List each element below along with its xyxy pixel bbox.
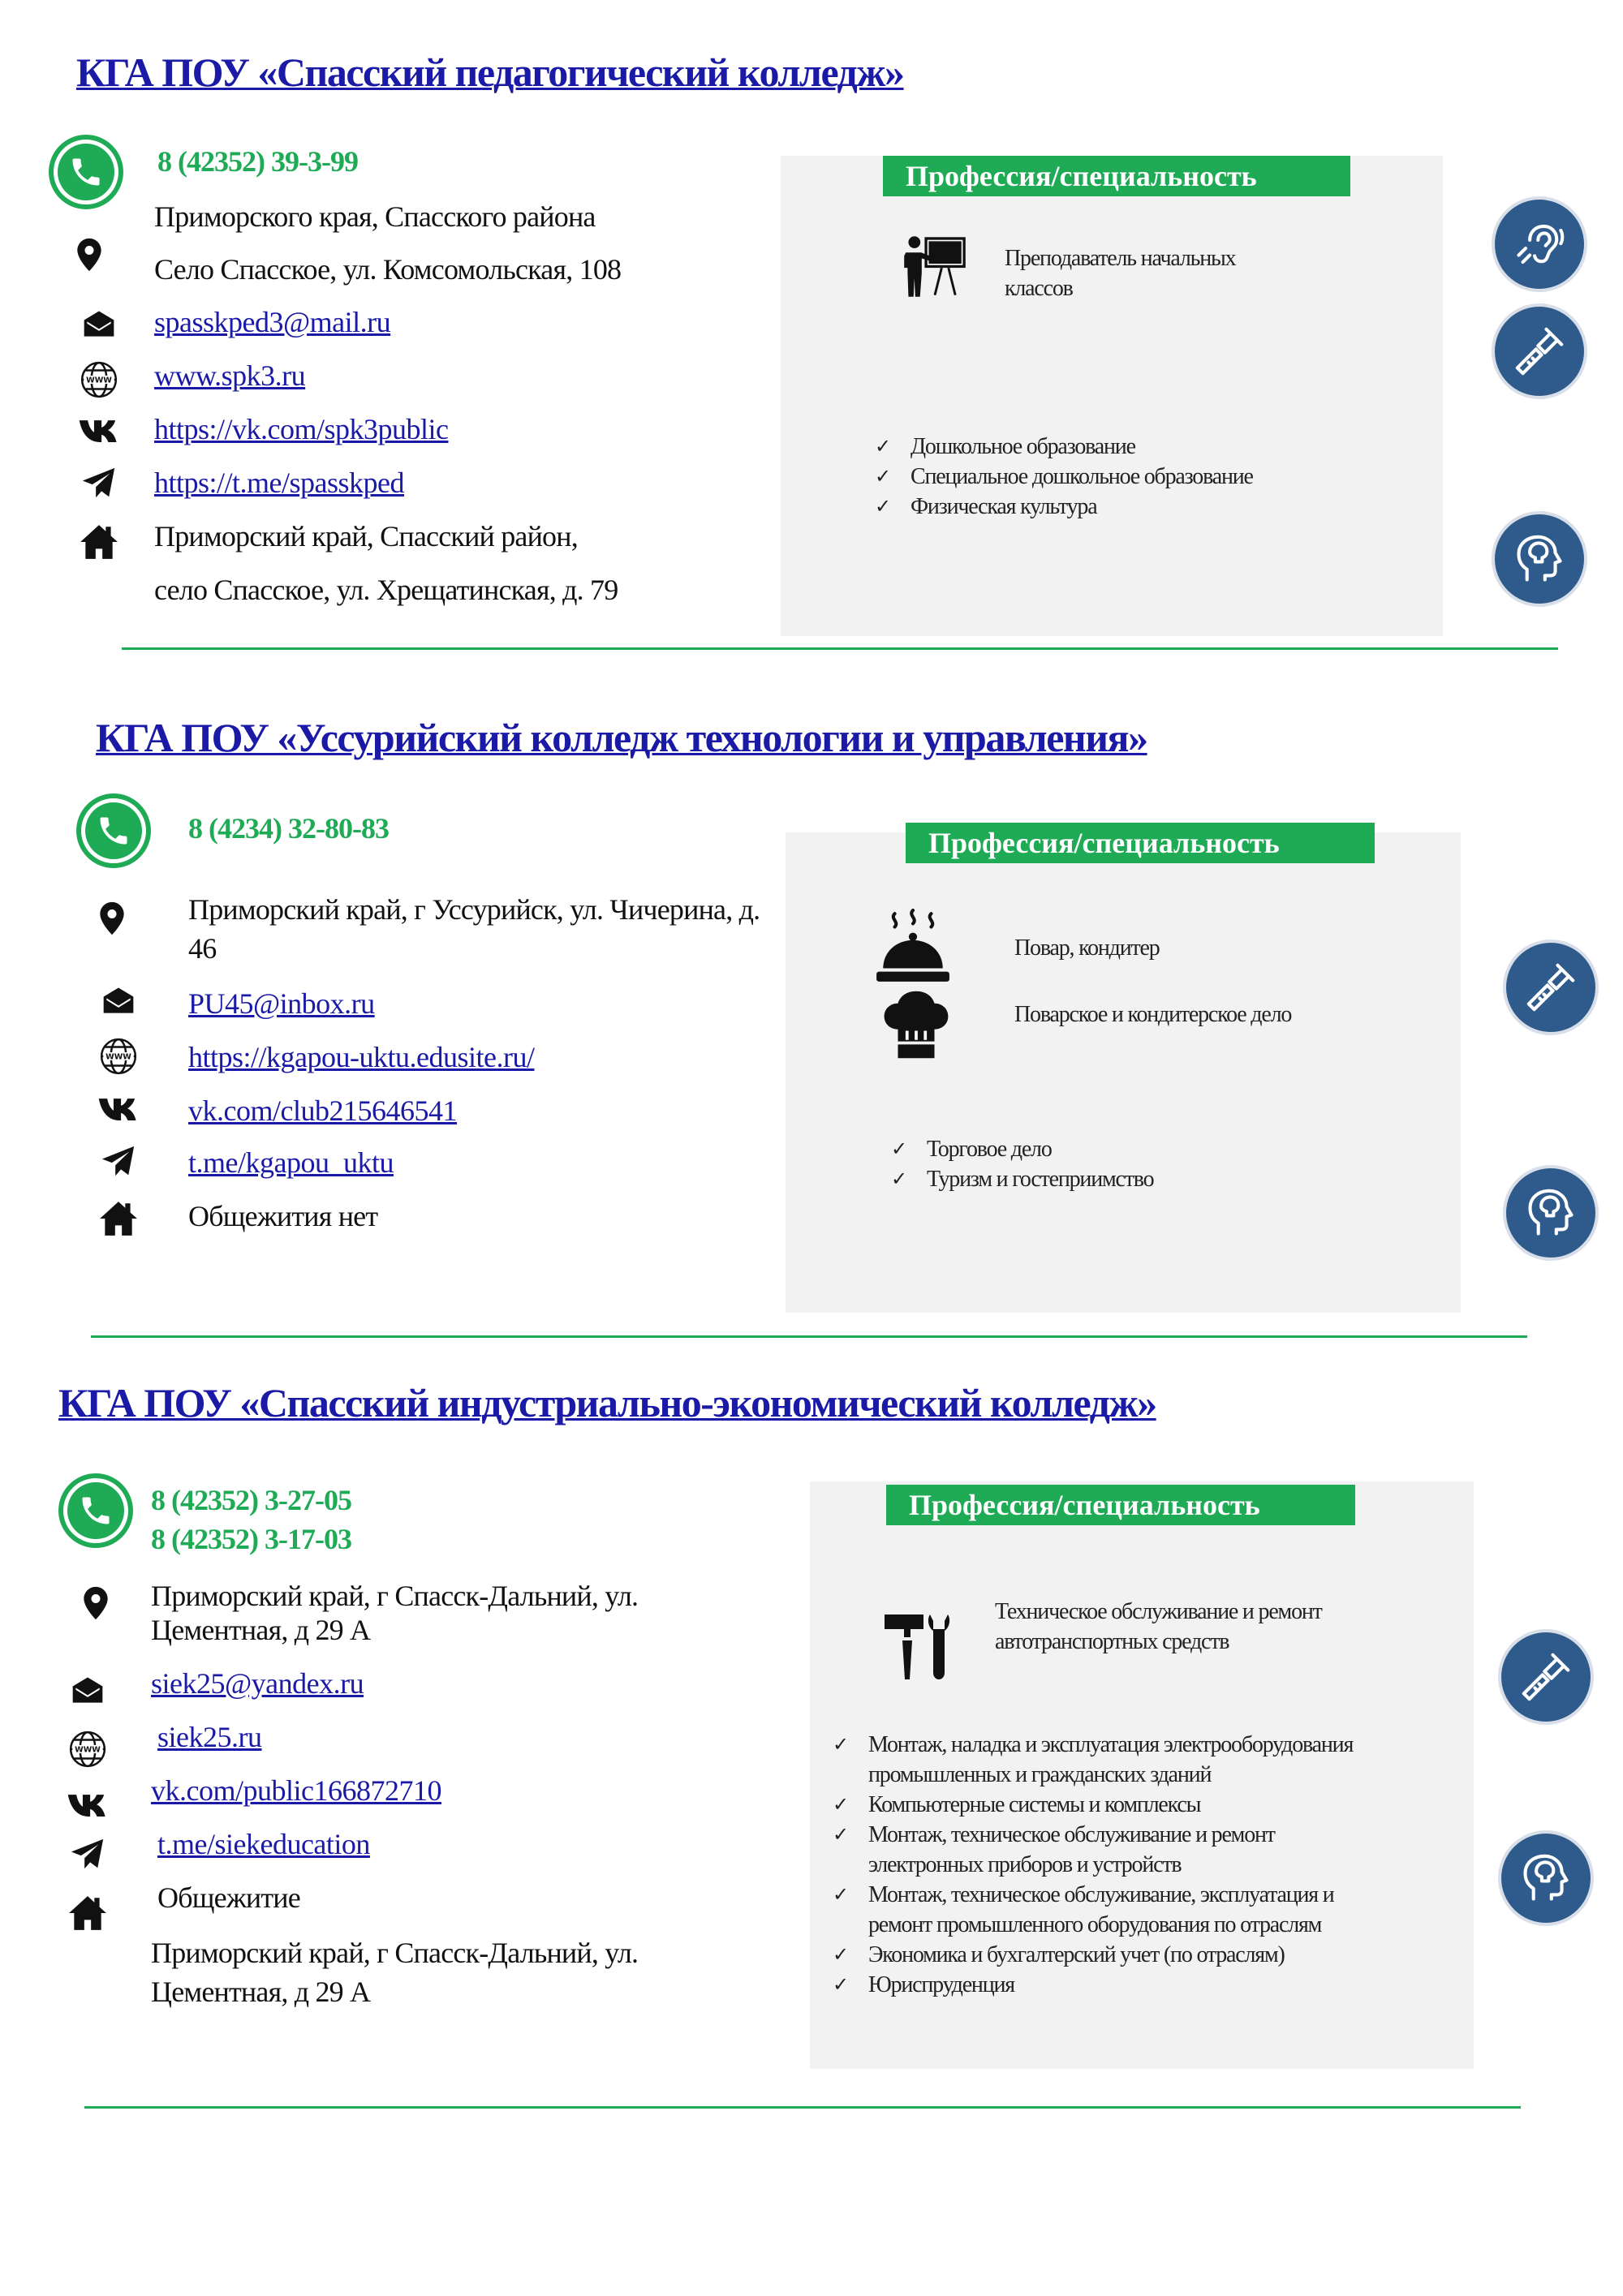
specialty-item: ✓ Дошкольное образование	[875, 432, 1253, 462]
website-link[interactable]: www.spk3.ru	[154, 359, 306, 392]
profession-label	[995, 1597, 1322, 1657]
chef-hat-icon	[880, 988, 953, 1065]
college-title[interactable]: КГА ПОУ «Уссурийский колледж технологии и управления»	[96, 715, 1147, 760]
telegram-icon	[65, 1832, 110, 1877]
phone-number[interactable]: 8 (42352) 39-3-99	[157, 145, 358, 178]
crutch-icon	[1512, 324, 1567, 379]
globe-icon	[96, 1034, 141, 1079]
address-line: Цементная, д 29 А	[151, 1614, 371, 1646]
specialty-list	[875, 432, 1253, 522]
dormitory-text: Цементная, д 29 А	[151, 1976, 371, 2008]
panel-title: Профессия/специальность	[906, 823, 1375, 863]
cognitive-accessibility-badge	[1498, 1830, 1594, 1926]
dormitory-text: Приморский край, Спасский район,	[154, 520, 578, 553]
globe-icon	[76, 357, 122, 402]
profession-label-line: классов	[1005, 276, 1073, 301]
vk-icon	[76, 409, 122, 454]
website-link[interactable]: https://kgapou-uktu.edusite.ru/	[188, 1041, 535, 1073]
website-link[interactable]: siek25.ru	[157, 1721, 262, 1753]
dormitory-text: Общежития нет	[188, 1200, 378, 1232]
professions-panel	[781, 156, 1443, 636]
specialty-item: ✓ Монтаж, техническое обслуживание, эксплуатация и ремонт промышленного оборудования по отраслям	[833, 1880, 1384, 1940]
tools-icon	[881, 1608, 959, 1690]
vk-icon	[65, 1783, 110, 1829]
dormitory-text: село Спасское, ул. Хрещатинская, д. 79	[154, 574, 618, 606]
dormitory-icon	[96, 1196, 141, 1241]
section-divider	[91, 1335, 1527, 1338]
cognitive-accessibility-badge	[1503, 1165, 1599, 1261]
specialty-item: ✓ Монтаж, наладка и эксплуатация электрооборудования промышленных и гражданских зданий	[833, 1730, 1384, 1790]
specialty-item: ✓ Монтаж, техническое обслуживание и ремонт электронных приборов и устройств	[833, 1820, 1384, 1880]
phone-number[interactable]: 8 (42352) 3-17-03	[151, 1523, 351, 1555]
vk-link[interactable]: vk.com/public166872710	[151, 1774, 441, 1807]
address-line: Село Спасское, ул. Комсомольская, 108	[154, 253, 622, 286]
address-line: Приморский край, г Спасск-Дальний, ул.	[151, 1580, 639, 1612]
phone-number[interactable]: 8 (42352) 3-27-05	[151, 1484, 351, 1516]
professions-panel	[786, 832, 1461, 1313]
panel-title: Профессия/специальность	[883, 156, 1350, 196]
head-icon	[1518, 1851, 1573, 1906]
email-icon	[96, 978, 141, 1024]
specialty-item: ✓ Юриспруденция	[833, 1970, 1384, 2000]
vk-link[interactable]: https://vk.com/spk3public	[154, 413, 449, 445]
profession-label	[1005, 243, 1235, 303]
vk-icon	[96, 1087, 141, 1133]
email-link[interactable]: PU45@inbox.ru	[188, 987, 375, 1020]
address-line: Приморский край, г Уссурийск, ул. Чичерина, д.	[188, 893, 760, 926]
hearing-accessibility-badge	[1492, 196, 1587, 292]
section-divider	[84, 2106, 1521, 2109]
location-pin-icon	[89, 896, 135, 941]
mobility-accessibility-badge	[1498, 1629, 1594, 1725]
profession-label: Поварское и кондитерское дело	[1014, 1002, 1292, 1027]
address-line: 46	[188, 932, 217, 965]
cognitive-accessibility-badge	[1492, 511, 1587, 607]
mobility-accessibility-badge	[1492, 303, 1587, 399]
telegram-icon	[96, 1139, 141, 1185]
telegram-link[interactable]: https://t.me/spasskped	[154, 467, 404, 499]
globe-icon	[65, 1726, 110, 1772]
address-line: Приморского края, Спасского района	[154, 200, 596, 233]
college-title[interactable]: КГА ПОУ «Спасский педагогический колледж»	[76, 49, 904, 95]
email-link[interactable]: spasskped3@mail.ru	[154, 306, 391, 338]
teacher-icon	[901, 232, 969, 304]
college-title[interactable]: КГА ПОУ «Спасский индустриально-экономический колледж»	[58, 1380, 1156, 1425]
specialty-item: ✓ Туризм и гостеприимство	[891, 1164, 1153, 1194]
email-icon	[76, 302, 122, 347]
phone-icon	[76, 793, 151, 868]
profession-label-line: Преподаватель начальных	[1005, 246, 1236, 271]
profession-label-line: Техническое обслуживание и ремонт	[995, 1599, 1322, 1624]
dormitory-text: Приморский край, г Спасск-Дальний, ул.	[151, 1937, 639, 1969]
specialty-item: ✓ Физическая культура	[875, 492, 1253, 522]
specialty-item: ✓ Специальное дошкольное образование	[875, 462, 1253, 492]
head-icon	[1512, 531, 1567, 587]
email-link[interactable]: siek25@yandex.ru	[151, 1667, 364, 1700]
specialty-item: ✓ Компьютерные системы и комплексы	[833, 1790, 1384, 1820]
crutch-icon	[1523, 960, 1578, 1015]
dormitory-icon	[65, 1890, 110, 1936]
profession-label-line: автотранспортных средств	[995, 1629, 1229, 1654]
dormitory-icon	[76, 519, 122, 565]
phone-icon	[49, 135, 123, 209]
email-icon	[65, 1668, 110, 1713]
telegram-link[interactable]: t.me/kgapou_uktu	[188, 1146, 394, 1179]
telegram-link[interactable]: t.me/siekeducation	[157, 1828, 370, 1860]
specialty-item: ✓ Экономика и бухгалтерский учет (по отраслям)	[833, 1940, 1384, 1970]
panel-title: Профессия/специальность	[886, 1485, 1355, 1525]
cloche-icon	[873, 907, 953, 991]
section-divider	[122, 647, 1558, 650]
phone-number[interactable]: 8 (4234) 32-80-83	[188, 812, 389, 845]
location-pin-icon	[67, 232, 112, 277]
dormitory-text: Общежитие	[157, 1881, 300, 1914]
vk-link[interactable]: vk.com/club215646541	[188, 1094, 457, 1127]
specialty-item: ✓ Торговое дело	[891, 1134, 1153, 1164]
crutch-icon	[1518, 1649, 1573, 1705]
specialty-list	[891, 1134, 1153, 1194]
telegram-icon	[76, 461, 122, 506]
specialty-list	[833, 1730, 1384, 2000]
mobility-accessibility-badge	[1503, 939, 1599, 1035]
location-pin-icon	[73, 1580, 118, 1626]
ear-icon	[1512, 217, 1567, 272]
phone-icon	[58, 1473, 133, 1548]
profession-label: Повар, кондитер	[1014, 935, 1160, 961]
head-icon	[1523, 1185, 1578, 1240]
